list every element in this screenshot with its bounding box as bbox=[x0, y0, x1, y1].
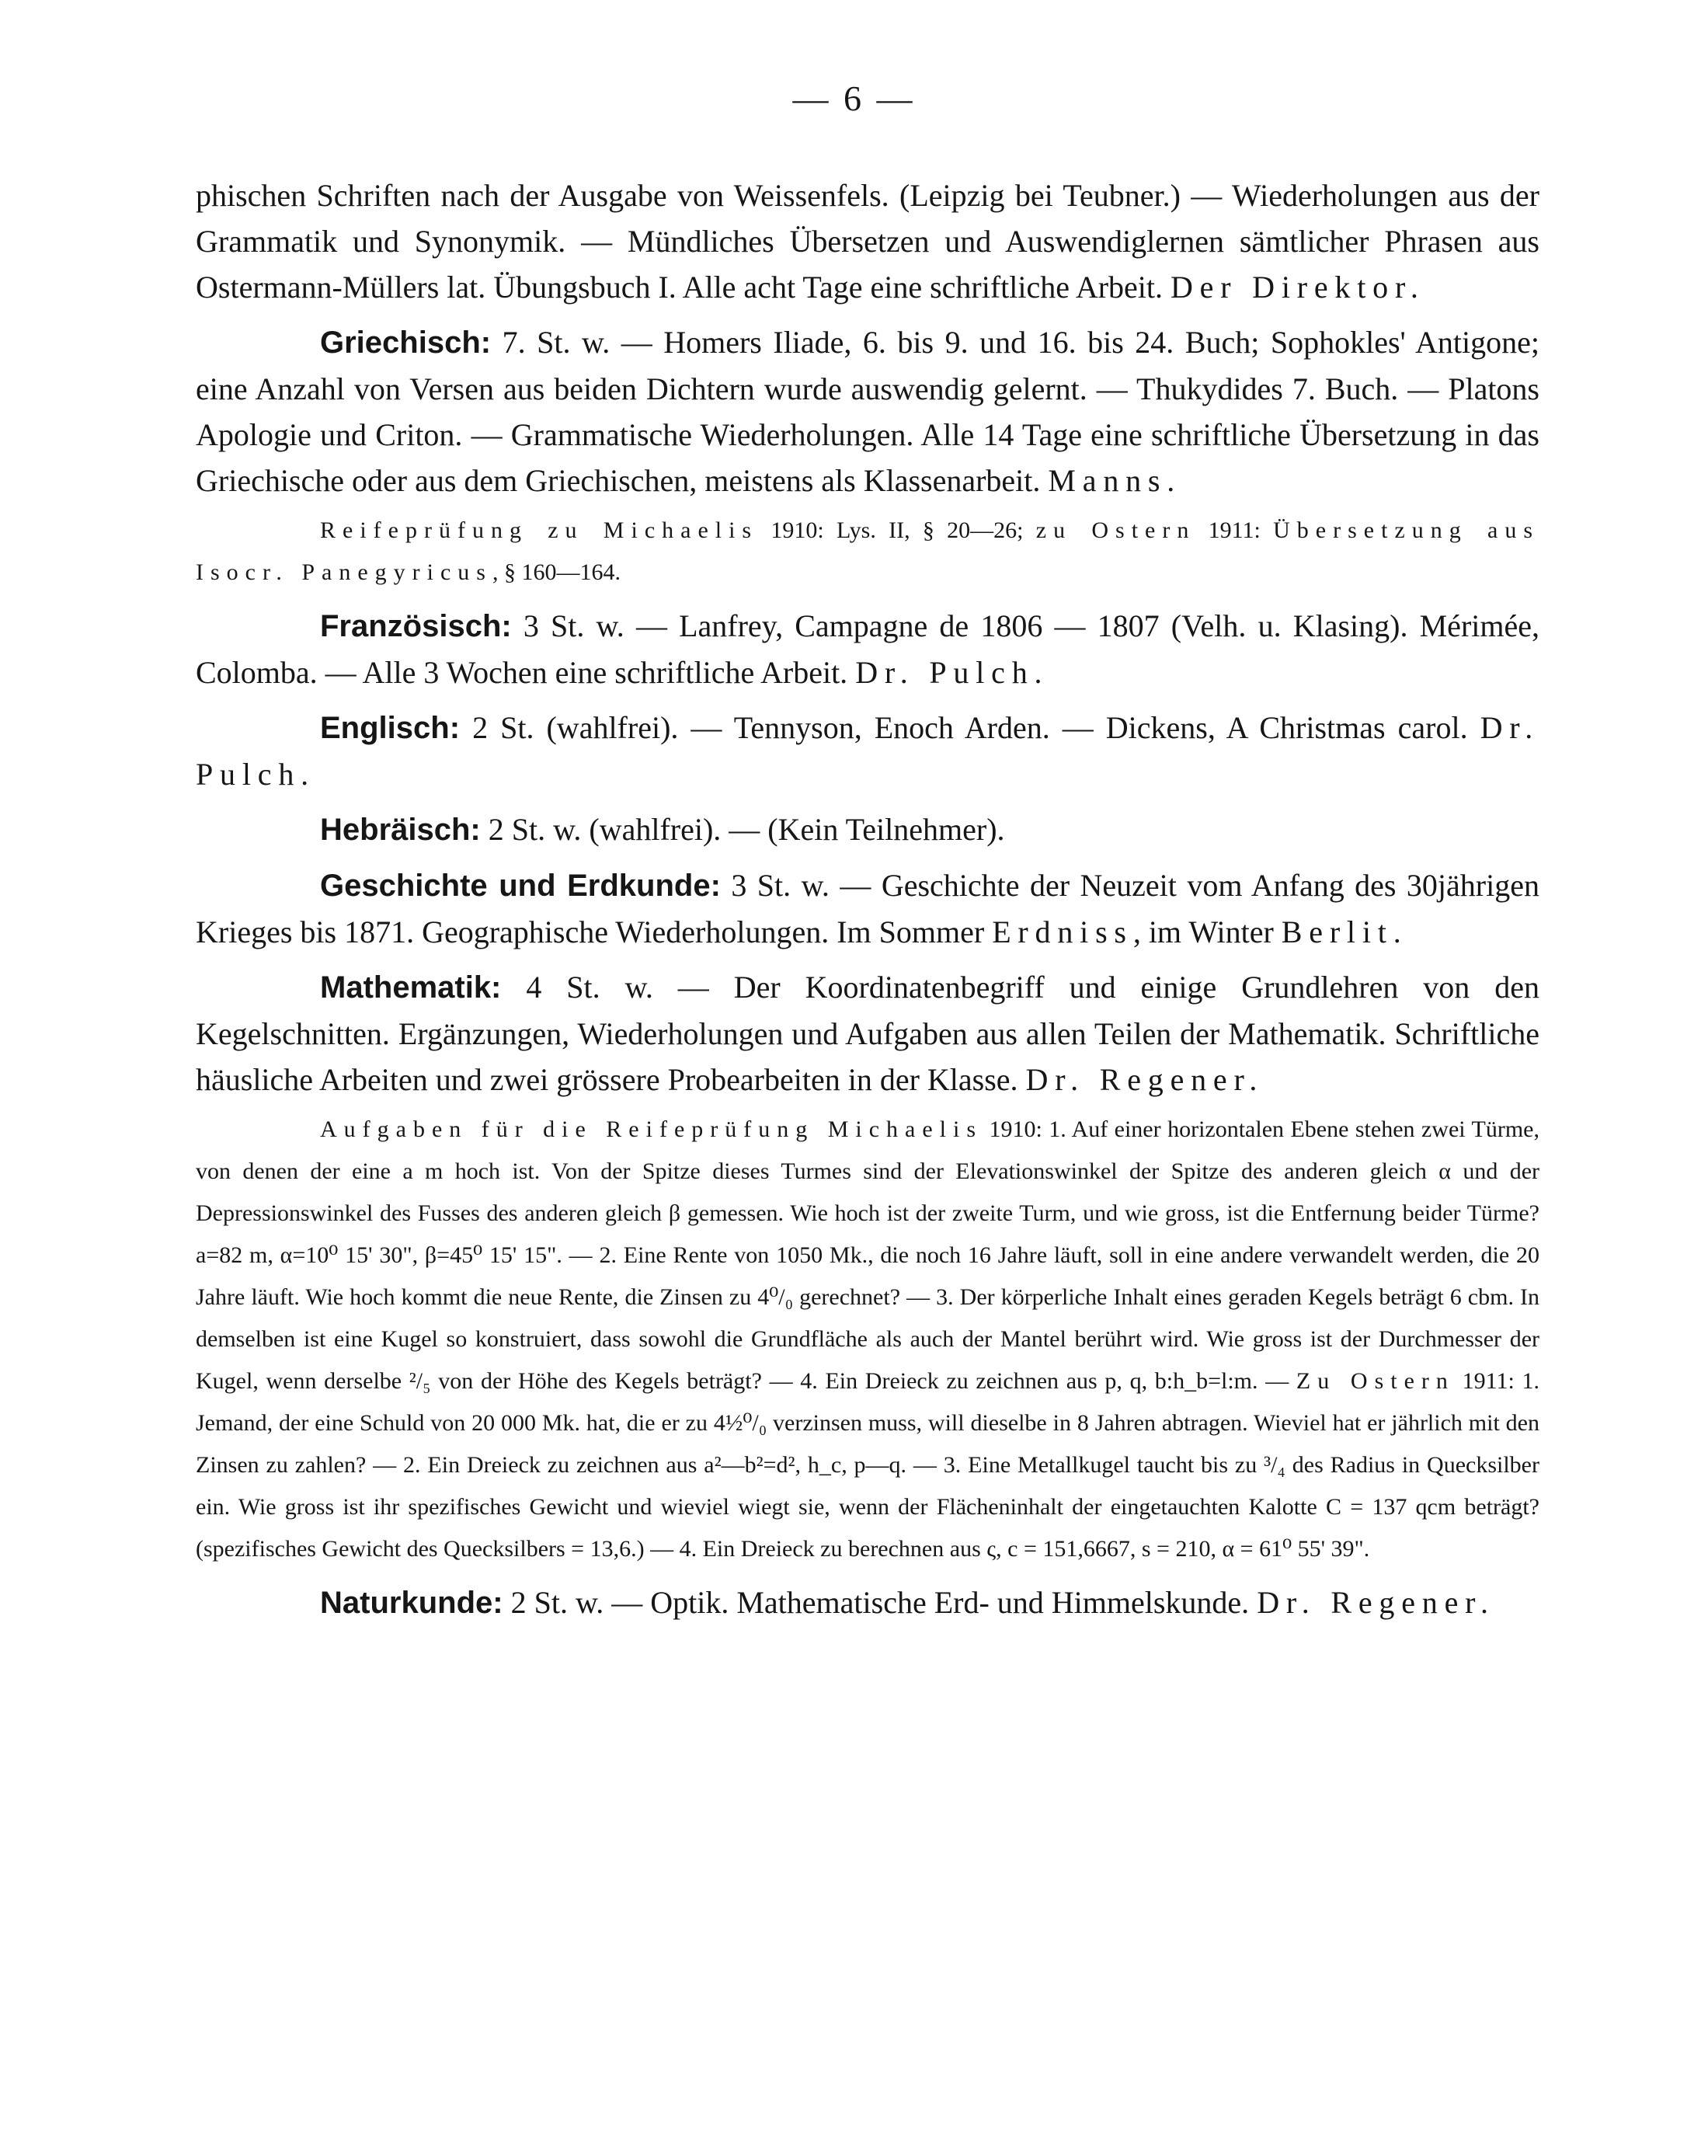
greek-exam-text-2: 1911: bbox=[1195, 517, 1274, 543]
math-exam-text-2: 1911: 1. Jemand, der eine Schuld von 20 000 Mk. hat, die er zu 4½⁰/₀ verzinsen muss, will dieselbe in 8 Jahren abtragen. Wieviel hat er jährlich mit den Zinsen zu zahlen? — 2. Ein Dreieck zu zeichnen aus a²—b²=d², h_c, p—q. — 3. Eine Metallkugel taucht bis zu ³/₄ des Radius in Quecksilber ein. Wie gross ist ihr spezifisches Gewicht und wieviel wiegt sie, wenn der Flächeninhalt der eingetauchten Kalotte C = 137 qcm beträgt? (spezifisches Gewicht des Quecksilbers = 13,6.) — 4. Ein Dreieck zu berechnen aus ς, c = 151,6667, s = 210, α = 61⁰ 55' 39". bbox=[196, 1368, 1539, 1562]
greek-teacher: Manns. bbox=[1048, 463, 1182, 498]
english-teacher: Dr. Pulch. bbox=[196, 710, 1539, 792]
history-text: 3 St. w. — Geschichte der Neuzeit vom Anfang des 30jährigen Krieges bis 1871. Geographische Wiederholungen. Im Sommer bbox=[196, 868, 1539, 949]
natural-science-teacher: Dr. Regener. bbox=[1257, 1585, 1495, 1620]
math-exam-text-1: 1910: 1. Auf einer horizontalen Ebene stehen zwei Türme, von denen der eine a m hoch ist. Von der Spitze dieses Turmes sind der Elevationswinkel der Spitze des anderen gleich α und der Depressionswinkel des Fusses des anderen gleich β gemessen. Wie hoch ist der zweite Turm, und wie gross, ist die Entfernung beider Türme? a=82 m, α=10⁰ 15' 30", β=45⁰ 15' 15". — 2. Eine Rente von 1050 Mk., die noch 16 Jahre läuft, soll in eine andere verwandelt werden, die 20 Jahre läuft. Wie hoch kommt die neue Rente, die Zinsen zu 4⁰/₀ gerechnet? — 3. Der körperliche Inhalt eines geraden Kegels beträgt 6 cbm. In demselben ist eine Kugel so konstruiert, dass sowohl die Grundfläche als auch der Mantel berührt wird. Wie gross ist der Durchmesser der Kugel, wenn derselbe ²/₅ von der Höhe des Kegels beträgt? — 4. Ein Dreieck zu zeichnen aus p, q, b:h_b=l:m. — bbox=[196, 1116, 1539, 1394]
history-heading: Geschichte und Erdkunde: bbox=[320, 869, 721, 903]
math-exam-note bbox=[196, 1109, 1539, 1570]
history-teacher-2: Berlit bbox=[1281, 914, 1393, 949]
page-content bbox=[196, 172, 1539, 1626]
greek-exam-label-2: zu Ostern bbox=[1035, 517, 1196, 543]
greek-heading: Griechisch: bbox=[320, 326, 492, 360]
french-teacher: Dr. Pulch. bbox=[855, 655, 1049, 690]
natural-science-heading: Naturkunde: bbox=[320, 1586, 503, 1620]
latin-teacher: Der Direktor. bbox=[1171, 270, 1425, 305]
page-number: — 6 — bbox=[792, 78, 916, 118]
english-paragraph bbox=[196, 705, 1539, 797]
greek-text: 7. St. w. — Homers Iliade, 6. bis 9. und 16. bis 24. Buch; Sophokles' Antigone; eine Anzahl von Versen aus beiden Dichtern wurde auswendig gelernt. — Thukydides 7. Buch. — Platons Apologie und Criton. — Grammatische Wiederholungen. Alle 14 Tage eine schriftliche Übersetzung in das Griechische oder aus dem Griechischen, meistens als Klassenarbeit. bbox=[196, 325, 1539, 498]
greek-exam-note bbox=[196, 510, 1539, 594]
hebrew-paragraph bbox=[196, 806, 1539, 853]
math-exam-label-2: Zu Ostern bbox=[1296, 1368, 1455, 1394]
hebrew-heading: Hebräisch: bbox=[320, 813, 481, 847]
greek-paragraph bbox=[196, 319, 1539, 503]
math-teacher: Dr. Regener. bbox=[1025, 1062, 1264, 1097]
french-text: 3 St. w. — Lanfrey, Campagne de 1806 — 1807 (Velh. u. Klasing). Mérimée, Colomba. — Alle 3 Wochen eine schriftliche Arbeit. bbox=[196, 608, 1539, 690]
latin-continuation-paragraph bbox=[196, 172, 1539, 310]
english-heading: Englisch: bbox=[320, 711, 461, 745]
french-paragraph bbox=[196, 603, 1539, 695]
history-mid-text: , im Winter bbox=[1132, 914, 1282, 949]
history-teacher-1: Erdniss bbox=[992, 914, 1133, 949]
math-exam-label-1: Aufgaben für die Reifeprüfung Michaelis bbox=[320, 1116, 983, 1142]
greek-exam-label-1: Reifeprüfung zu Michaelis bbox=[320, 517, 759, 543]
math-paragraph bbox=[196, 964, 1539, 1102]
french-heading: Französisch: bbox=[320, 609, 512, 643]
hebrew-text: 2 St. w. (wahlfrei). — (Kein Teilnehmer). bbox=[480, 812, 1005, 847]
natural-science-text: 2 St. w. — Optik. Mathematische Erd- und Himmelskunde. bbox=[503, 1585, 1258, 1620]
greek-exam-text-1: 1910: Lys. II, § 20—26; bbox=[758, 517, 1036, 543]
greek-exam-text-3: , § 160—164. bbox=[492, 559, 621, 585]
latin-text: phischen Schriften nach der Ausgabe von Weissenfels. (Leipzig bei Teubner.) — Wiederholungen aus der Grammatik und Synonymik. — Mündliches Übersetzen und Auswendiglernen sämtlicher Phrasen aus Ostermann-Müllers lat. Übungsbuch I. Alle acht Tage eine schriftliche Arbeit. bbox=[196, 178, 1539, 305]
english-text: 2 St. (wahlfrei). — Tennyson, Enoch Arden. — Dickens, A Christmas carol. bbox=[460, 710, 1480, 745]
greek-exam-label-3: Übersetzung aus Isocr. Panegyricus bbox=[196, 517, 1540, 585]
math-heading: Mathematik: bbox=[320, 970, 502, 1005]
natural-science-paragraph bbox=[196, 1580, 1539, 1626]
history-paragraph bbox=[196, 862, 1539, 955]
history-end: . bbox=[1393, 914, 1401, 949]
math-text: 4 St. w. — Der Koordinatenbegriff und einige Grundlehren von den Kegelschnitten. Ergänzungen, Wiederholungen und Aufgaben aus allen Teilen der Mathematik. Schriftliche häusliche Arbeiten und zwei grössere Probearbeiten in der Klasse. bbox=[196, 970, 1539, 1097]
